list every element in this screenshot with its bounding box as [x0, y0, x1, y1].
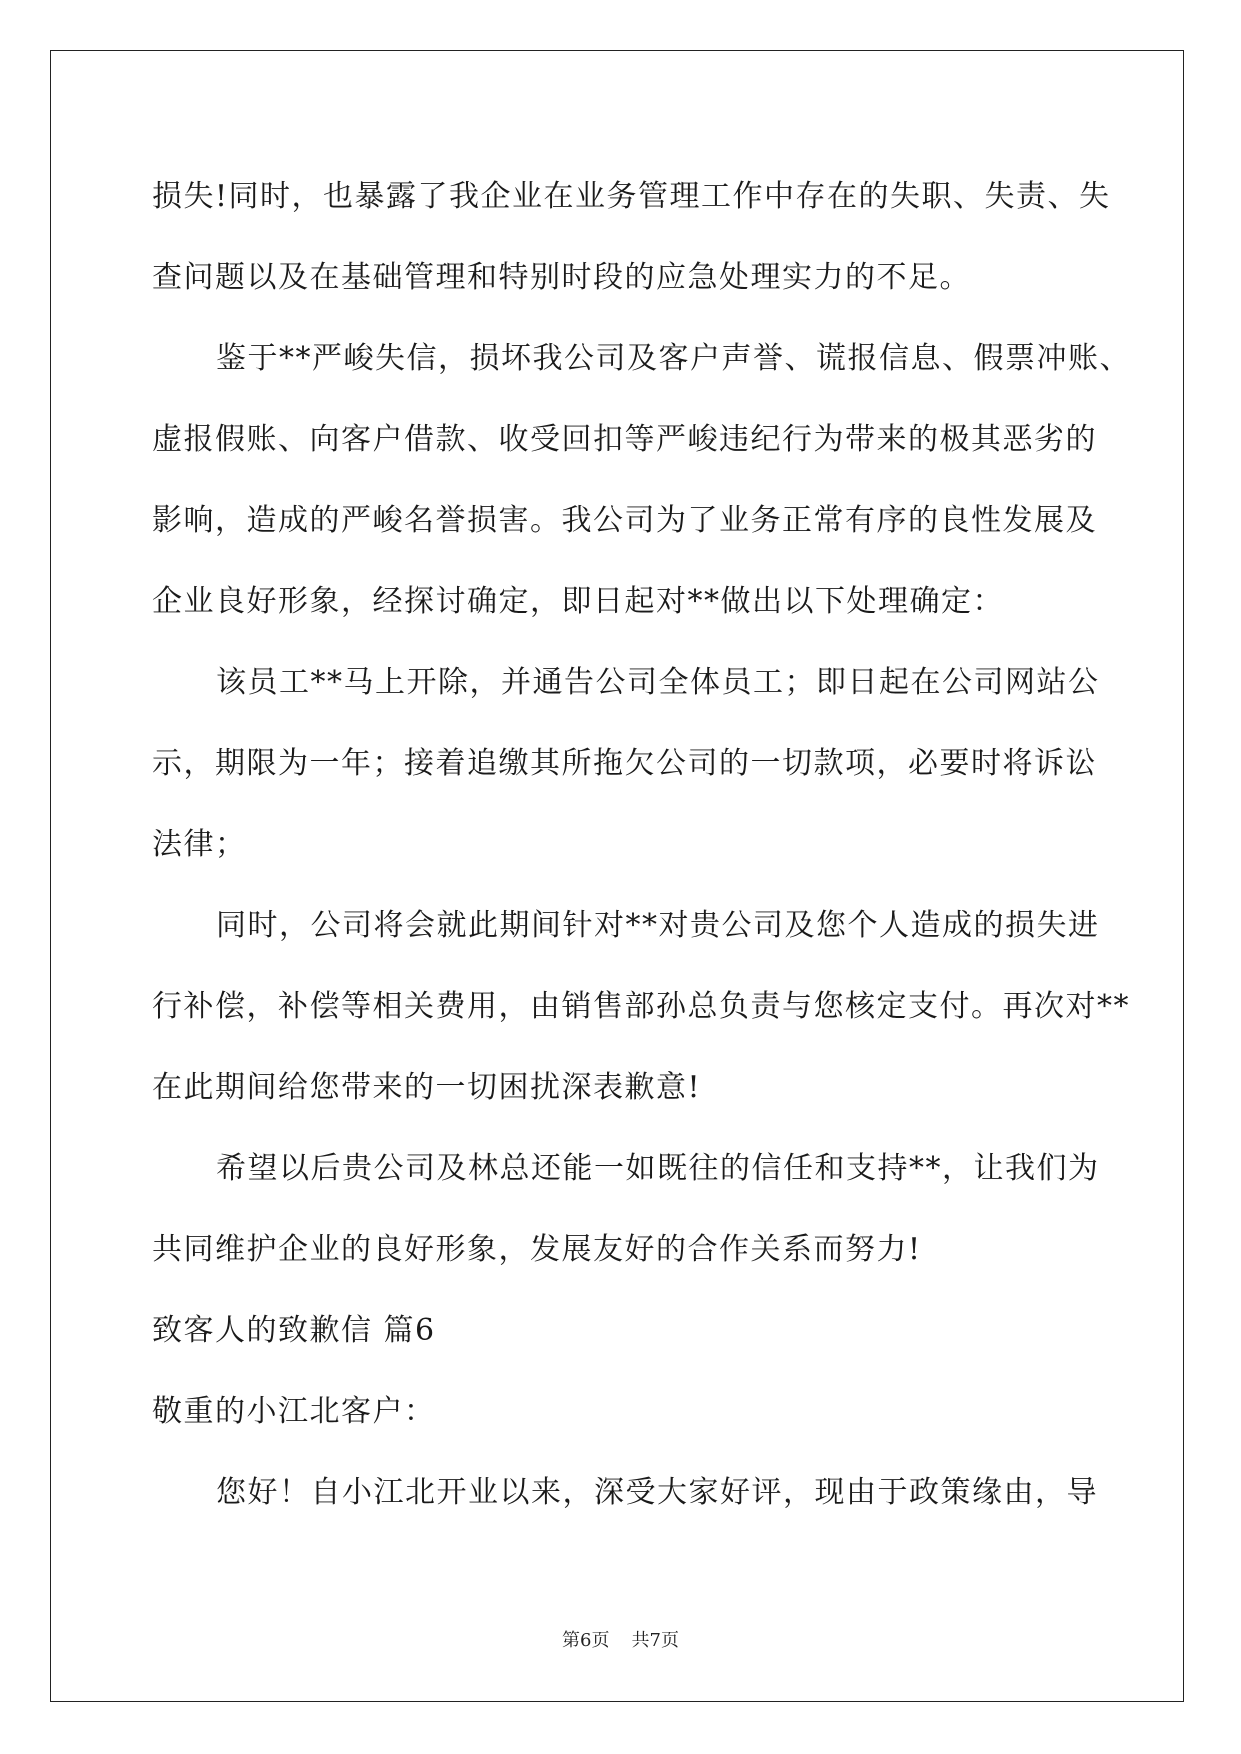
text-line: 行补偿，补偿等相关费用，由销售部孙总负责与您核定支付。再次对**: [152, 989, 1130, 1024]
section-heading: 致客人的致歉信 篇6: [152, 1313, 436, 1348]
document-body: [152, 156, 1131, 1533]
text-line: 示，期限为一年；接着追缴其所拖欠公司的一切款项，必要时将诉讼: [152, 746, 1097, 781]
salutation: 敬重的小江北客户：: [152, 1394, 436, 1429]
text-line: 鉴于**严峻失信，损坏我公司及客户声誉、谎报信息、假票冲账、: [216, 341, 1131, 376]
text-line: 查问题以及在基础管理和特别时段的应急处理实力的不足。: [152, 260, 971, 295]
text-line: 企业良好形象，经探讨确定，即日起对**做出以下处理确定：: [152, 584, 1004, 619]
text-line: 同时，公司将会就此期间针对**对贵公司及您个人造成的损失进: [216, 908, 1100, 943]
text-line: 在此期间给您带来的一切困扰深表歉意!: [152, 1070, 702, 1105]
text-line: 该员工**马上开除，并通告公司全体员工；即日起在公司网站公: [216, 665, 1100, 700]
text-line: 希望以后贵公司及林总还能一如既往的信任和支持**，让我们为: [216, 1151, 1100, 1186]
text-line: 损失!同时，也暴露了我企业在业务管理工作中存在的失职、失责、失: [152, 179, 1111, 214]
page-total: 共7页: [631, 1630, 679, 1651]
text-line: 您好！自小江北开业以来，深受大家好评，现由于政策缘由，导: [216, 1475, 1098, 1510]
page-footer: [0, 1626, 1241, 1652]
text-line: 法律；: [152, 827, 247, 862]
text-line: 虚报假账、向客户借款、收受回扣等严峻违纪行为带来的极其恶劣的: [152, 422, 1097, 457]
page-number: 第6页: [562, 1630, 610, 1651]
text-line: 共同维护企业的良好形象，发展友好的合作关系而努力!: [152, 1232, 922, 1267]
text-line: 影响，造成的严峻名誉损害。我公司为了业务正常有序的良性发展及: [152, 503, 1097, 538]
